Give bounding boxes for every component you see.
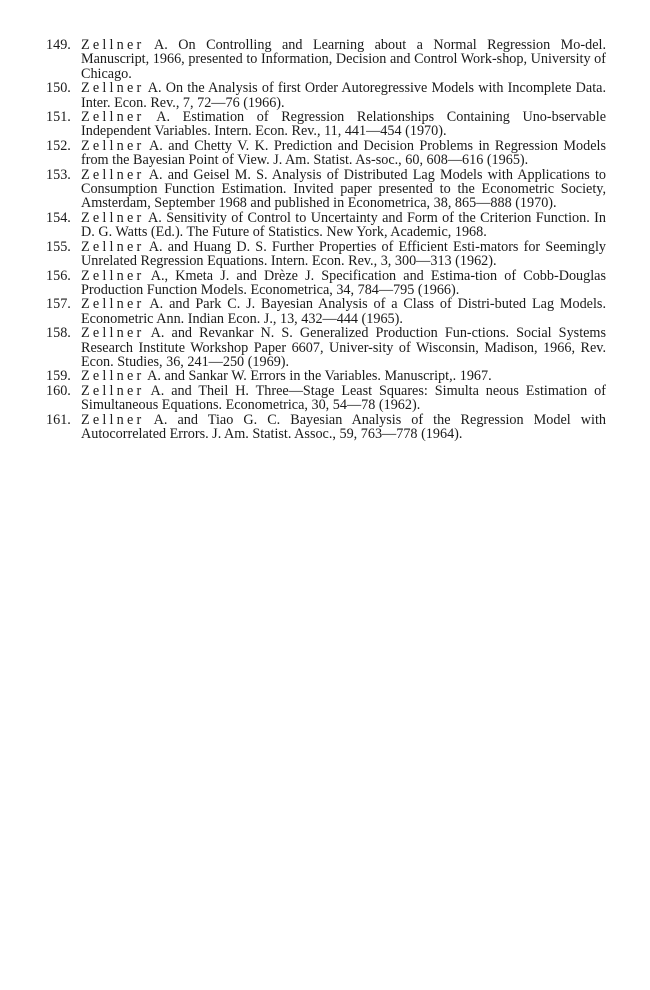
reference-author: Zellner xyxy=(81,296,145,313)
reference-text xyxy=(81,168,606,211)
reference-text xyxy=(81,110,606,139)
reference-body: A. and Sankar W. Errors in the Variables. Manuscript,. 1967. xyxy=(144,368,492,385)
reference-author: Zellner xyxy=(81,382,145,399)
reference-entry xyxy=(46,240,606,269)
reference-entry xyxy=(46,326,606,369)
reference-entry xyxy=(46,384,606,413)
reference-entry xyxy=(46,168,606,211)
reference-number: 152. xyxy=(46,137,71,154)
reference-entry xyxy=(46,369,606,383)
reference-author: Zellner xyxy=(81,368,145,385)
reference-entry xyxy=(46,38,606,81)
reference-number: 157. xyxy=(46,296,71,313)
reference-author: Zellner xyxy=(81,80,145,97)
reference-text xyxy=(81,211,606,240)
reference-number: 153. xyxy=(46,166,71,183)
reference-body: A. Sensitivity of Control to Uncertainty and Form of the Criterion Function. In D. G. Watts (Ed.). The Future of Statistics. New York, Academic, 1968. xyxy=(81,209,606,241)
reference-body: A., Kmeta J. and Drèze J. Specification and Estima-tion of Cobb-Douglas Production Function Models. Econometrica, 34, 784—795 (1966). xyxy=(81,267,606,298)
reference-body: A. and Huang D. S. Further Properties of Efficient Esti-mators for Seemingly Unrelated Regression Equations. Intern. Econ. Rev., 3, 300—313 (1962). xyxy=(81,238,606,270)
reference-text xyxy=(81,269,606,298)
reference-number: 149. xyxy=(46,37,71,53)
reference-author: Zellner xyxy=(81,267,145,284)
reference-author: Zellner xyxy=(81,109,145,126)
reference-text xyxy=(81,413,606,442)
reference-number: 154. xyxy=(46,209,71,226)
reference-text xyxy=(81,384,606,413)
reference-author: Zellner xyxy=(81,37,145,53)
reference-entry xyxy=(46,413,606,442)
reference-entry xyxy=(46,81,606,110)
reference-body: A. Estimation of Regression Relationships Containing Uno-bservable Independent Variables. Intern. Econ. Rev., 11, 441—454 (1970). xyxy=(81,109,606,140)
reference-author: Zellner xyxy=(81,238,145,255)
reference-body: A. and Geisel M. S. Analysis of Distributed Lag Models with Applications to Consumption Function Estimation. Invited paper presented to the Econometric Society, Amsterdam, September 1968 and published in Econometrica, 38, 865—888 (1970). xyxy=(81,166,606,212)
reference-body: A. and Revankar N. S. Generalized Production Fun-ctions. Social Systems Research Institute Workshop Paper 6607, Univer-sity of Wisconsin, Madison, 1966, Rev. Econ. Studies, 36, 241—250 (1969). xyxy=(81,325,606,370)
reference-body: A. On Controlling and Learning about a Normal Regression Mo-del. Manuscript, 1966, presented to Information, Decision and Control Work-shop, University of Chicago. xyxy=(81,37,606,82)
reference-author: Zellner xyxy=(81,325,145,342)
reference-text xyxy=(81,139,606,168)
reference-number: 161. xyxy=(46,411,71,428)
reference-author: Zellner xyxy=(81,209,145,226)
reference-list xyxy=(46,38,606,441)
reference-entry xyxy=(46,139,606,168)
reference-author: Zellner xyxy=(81,137,145,154)
reference-text xyxy=(81,240,606,269)
reference-number: 156. xyxy=(46,267,71,284)
reference-body: A. and Theil H. Three—Stage Least Squares: Simulta neous Estimation of Simultaneous Equations. Econometrica, 30, 54—78 (1962). xyxy=(81,382,606,414)
reference-body: A. On the Analysis of first Order Autoregressive Models with Incomplete Data. Inter. Econ. Rev., 7, 72—76 (1966). xyxy=(81,80,606,111)
reference-text xyxy=(81,297,606,326)
reference-body: A. and Chetty V. K. Prediction and Decision Problems in Regression Models from the Bayesian Point of View. J. Am. Statist. As-soc., 60, 608—616 (1965). xyxy=(81,137,606,169)
reference-author: Zellner xyxy=(81,166,145,183)
reference-entry xyxy=(46,269,606,298)
reference-text xyxy=(81,369,606,383)
reference-number: 155. xyxy=(46,238,71,255)
reference-text xyxy=(81,81,606,110)
reference-number: 159. xyxy=(46,368,71,385)
reference-number: 160. xyxy=(46,382,71,399)
reference-number: 150. xyxy=(46,80,71,97)
reference-text xyxy=(81,38,606,81)
reference-entry xyxy=(46,297,606,326)
reference-number: 158. xyxy=(46,325,71,342)
reference-author: Zellner xyxy=(81,411,145,428)
reference-entry xyxy=(46,211,606,240)
reference-body: A. and Tiao G. C. Bayesian Analysis of the Regression Model with Autocorrelated Errors. J. Am. Statist. Assoc., 59, 763—778 (1964). xyxy=(81,411,606,442)
reference-number: 151. xyxy=(46,109,71,126)
reference-body: A. and Park C. J. Bayesian Analysis of a Class of Distri-buted Lag Models. Econometric Ann. Indian Econ. J., 13, 432—444 (1965). xyxy=(81,296,606,327)
reference-text xyxy=(81,326,606,369)
reference-entry xyxy=(46,110,606,139)
